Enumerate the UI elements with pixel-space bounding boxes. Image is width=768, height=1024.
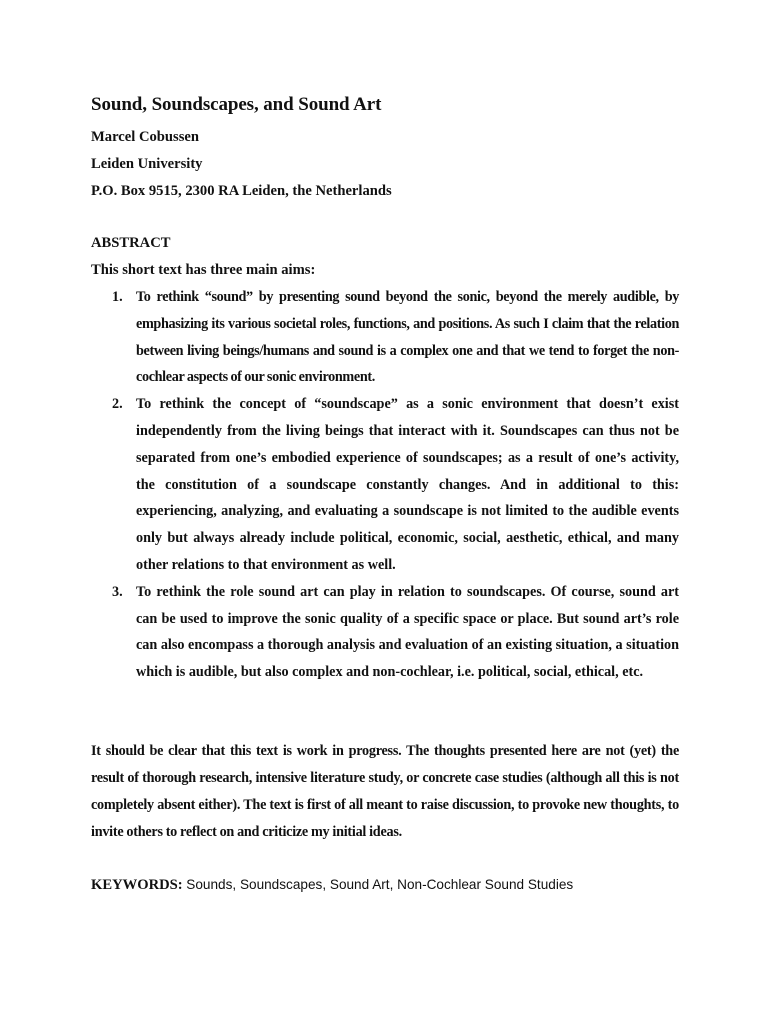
- author-affiliation: Leiden University: [91, 156, 203, 172]
- paper-title: Sound, Soundscapes, and Sound Art: [91, 94, 382, 115]
- aim-item: [91, 391, 679, 579]
- aim-number: 1.: [112, 289, 123, 305]
- author-name: Marcel Cobussen: [91, 129, 199, 145]
- aim-text: To rethink “sound” by presenting sound beyond the sonic, beyond the merely audible, by emphasizing its various societal roles, functions, and positions. As such I claim that the relation between living beings/humans and sound is a complex one and that we tend to forget the non-cochlear aspects of our sonic environment.: [136, 289, 679, 386]
- aim-item: [91, 284, 679, 391]
- aims-list: [91, 284, 679, 686]
- author-address: P.O. Box 9515, 2300 RA Leiden, the Netherlands: [91, 183, 392, 199]
- keywords-value: Sounds, Soundscapes, Sound Art, Non-Cochlear Sound Studies: [186, 877, 574, 892]
- abstract-heading: ABSTRACT: [91, 235, 171, 251]
- abstract-closing-paragraph: It should be clear that this text is work in progress. The thoughts presented here are not (yet) the result of thorough research, intensive literature study, or concrete case studies (although all this is not completely absent either). The text is first of all meant to raise discussion, to provoke new thoughts, to invite others to reflect on and criticize my initial ideas.: [91, 743, 679, 840]
- aim-number: 3.: [112, 583, 123, 600]
- aim-number: 2.: [112, 396, 123, 413]
- keywords-line: [91, 877, 573, 894]
- aim-text: To rethink the concept of “soundscape” as a sonic environment that doesn’t exist independently from the living beings that interact with it. Soundscapes can thus not be separated from one’s embodied experience of soundscapes; as a result of one’s activity, the constitution of a soundscape constantly changes. And in additional to this: experiencing, analyzing, and evaluating a soundscape is not limited to the audible events only but always already include political, economic, social, aesthetic, ethical, and many other relations to that environment as well.: [136, 396, 679, 573]
- aim-text: To rethink the role sound art can play in relation to soundscapes. Of course, sound art can be used to improve the sonic quality of a specific space or place. But sound art’s role can also encompass a thorough analysis and evaluation of an existing situation, a situation which is audible, but also complex and non-cochlear, i.e. political, social, ethical, etc.: [136, 583, 679, 681]
- keywords-label: KEYWORDS:: [91, 877, 183, 893]
- aim-item: [91, 579, 679, 686]
- abstract-intro: This short text has three main aims:: [91, 262, 316, 278]
